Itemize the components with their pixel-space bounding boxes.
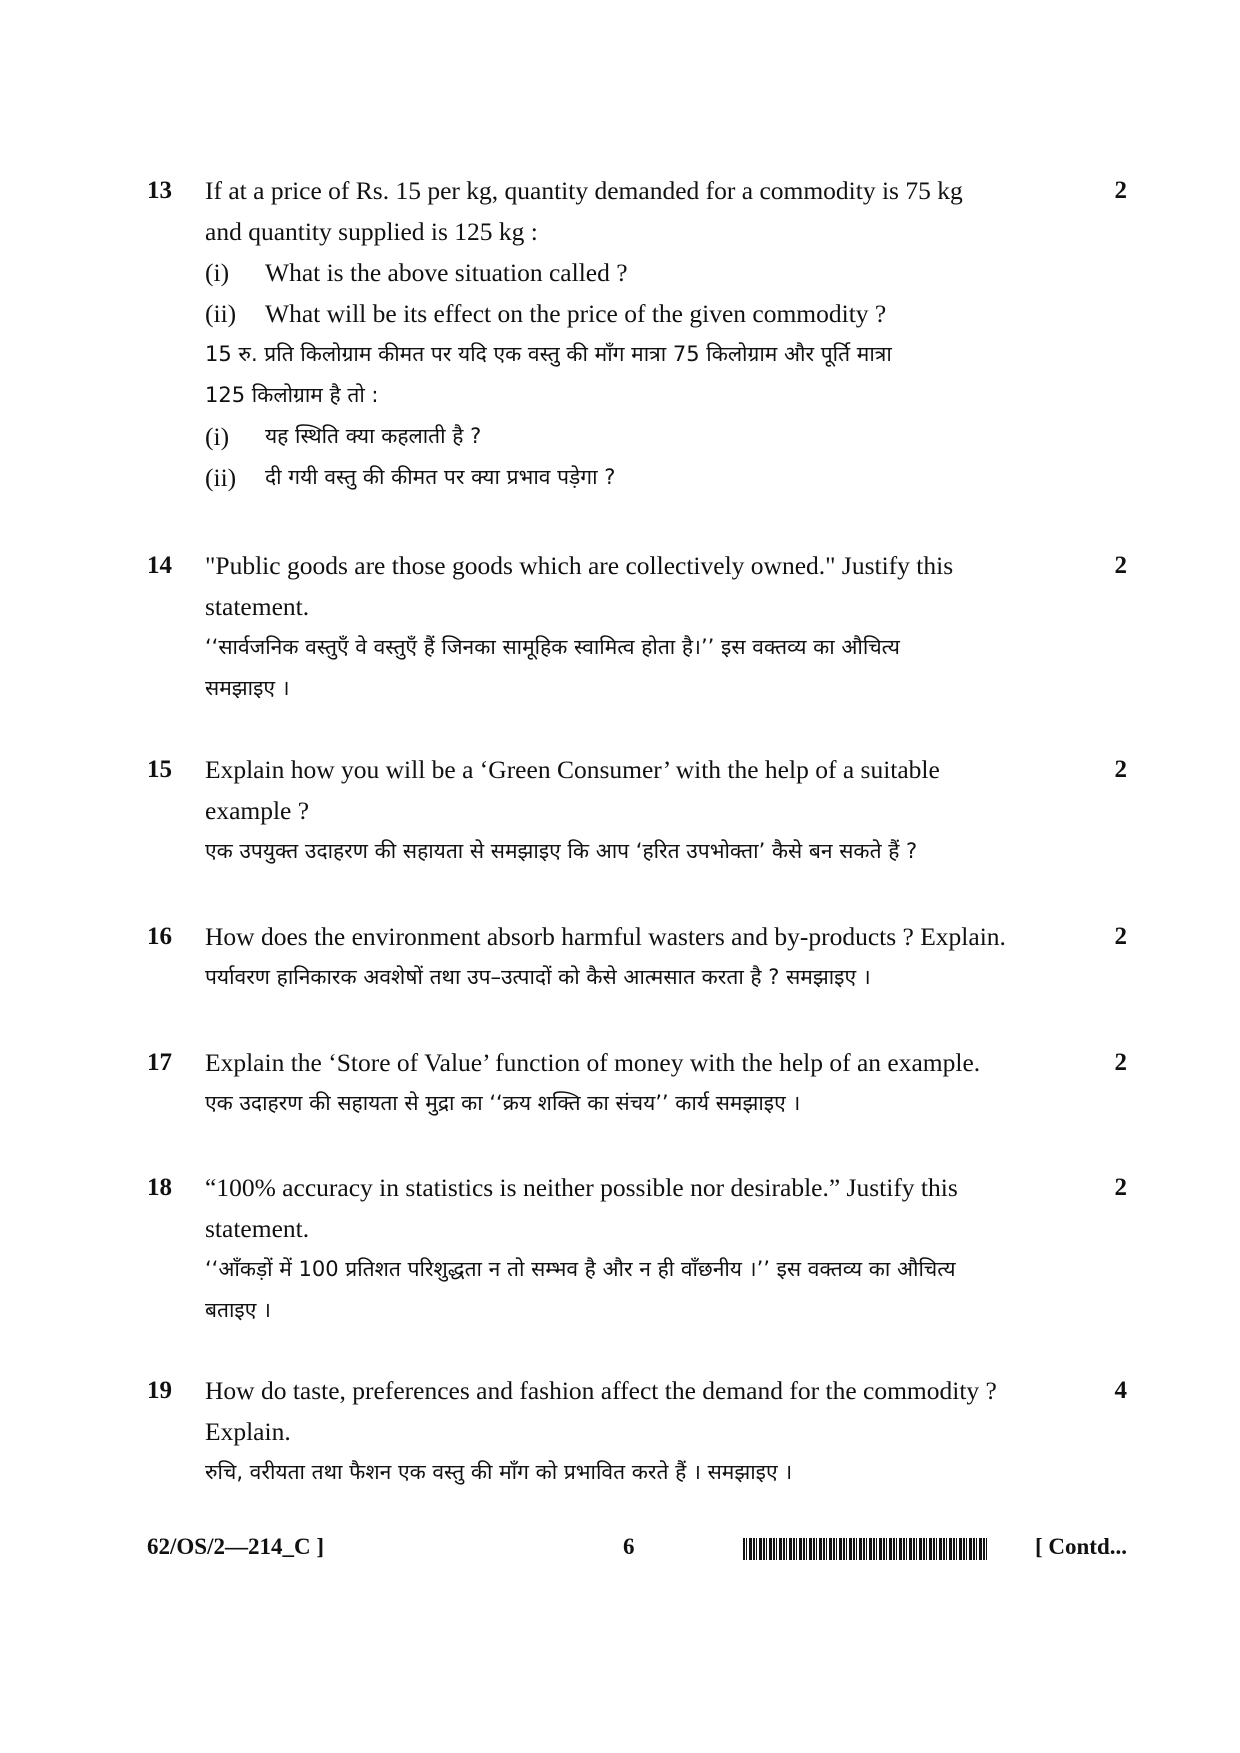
question-number: 17: [147, 1049, 172, 1076]
sub-question-text: What is the above situation called ?: [265, 258, 628, 287]
continued-label: [ Contd...: [1034, 1534, 1127, 1559]
question-marks: 2: [1114, 177, 1127, 204]
question-13: [147, 170, 1127, 498]
question-text-hi: एक उपयुक्त उदाहरण की सहायता से समझाइए कि आप ‘हरित उपभोक्ता’ कैसे बन सकते हैं ?: [205, 839, 918, 863]
question-number: 13: [147, 177, 172, 204]
question-text-en: "Public goods are those goods which are collectively owned." Justify this: [205, 551, 954, 580]
question-text-en: Explain.: [205, 1417, 291, 1446]
question-text-en: and quantity supplied is 125 kg :: [205, 217, 538, 246]
question-text-en: How does the environment absorb harmful wasters and by-products ? Explain.: [205, 922, 1006, 951]
sub-question-hi: [205, 416, 1067, 457]
sub-question-label: (ii): [205, 299, 237, 328]
sub-question-label: (i): [205, 258, 230, 287]
page-footer: [147, 1534, 1127, 1570]
question-14: [147, 545, 1127, 709]
question-text-en: “100% accuracy in statistics is neither possible nor desirable.” Justify this: [205, 1173, 958, 1202]
question-marks: 2: [1114, 552, 1127, 579]
question-number: 18: [147, 1174, 172, 1201]
question-text-en: How do taste, preferences and fashion affect the demand for the commodity ?: [205, 1376, 997, 1405]
question-number: 15: [147, 756, 172, 783]
question-text-en: statement.: [205, 592, 310, 621]
paper-code: 62/OS/2—214_C ]: [147, 1534, 324, 1559]
question-text-hi: 15 रु. प्रति किलोग्राम कीमत पर यदि एक वस्तु की माँग मात्रा 75 किलोग्राम और पूर्ति मात्रा: [205, 342, 892, 366]
question-marks: 2: [1114, 756, 1127, 783]
question-text-hi: पर्यावरण हानिकारक अवशेषों तथा उप–उत्पादों को कैसे आत्मसात करता है ? समझाइए ।: [205, 965, 871, 989]
question-number: 14: [147, 552, 172, 579]
question-number: 16: [147, 923, 172, 950]
sub-question-text: यह स्थिति क्या कहलाती है ?: [265, 424, 482, 448]
question-text-en: If at a price of Rs. 15 per kg, quantity demanded for a commodity is 75 kg: [205, 176, 963, 205]
question-16: [147, 916, 1127, 998]
sub-question-en: [205, 252, 1067, 293]
question-text-hi: ‘‘सार्वजनिक वस्तुएँ वे वस्तुएँ हैं जिनका सामूहिक स्वामित्व होता है।’’ इस वक्तव्य का औचित्य: [205, 635, 900, 659]
sub-question-label: (i): [205, 422, 230, 451]
sub-question-label: (ii): [205, 463, 237, 492]
page-number: 6: [623, 1534, 635, 1559]
question-text-hi: समझाइए ।: [205, 676, 290, 700]
question-text-en: statement.: [205, 1214, 310, 1243]
question-15: [147, 749, 1127, 872]
question-marks: 4: [1114, 1377, 1127, 1404]
question-18: [147, 1167, 1127, 1331]
question-19: [147, 1370, 1127, 1493]
question-text-en: example ?: [205, 796, 310, 825]
question-marks: 2: [1114, 1174, 1127, 1201]
barcode-icon: [743, 1538, 987, 1560]
question-text-en: Explain how you will be a ‘Green Consumer’ with the help of a suitable: [205, 755, 940, 784]
question-text-hi: 125 किलोग्राम है तो :: [205, 383, 379, 407]
question-number: 19: [147, 1377, 172, 1404]
question-text-hi: ‘‘आँकड़ों में 100 प्रतिशत परिशुद्धता न तो सम्भव है और न ही वाँछनीय ।’’ इस वक्तव्य का औचित्य: [205, 1257, 956, 1281]
question-marks: 2: [1114, 1049, 1127, 1076]
sub-question-en: [205, 293, 1067, 334]
sub-question-text: दी गयी वस्तु की कीमत पर क्या प्रभाव पड़ेगा ?: [265, 465, 616, 489]
sub-question-hi: [205, 457, 1067, 498]
question-17: [147, 1042, 1127, 1124]
question-marks: 2: [1114, 923, 1127, 950]
question-text-hi: बताइए ।: [205, 1298, 271, 1322]
question-text-hi: रुचि, वरीयता तथा फैशन एक वस्तु की माँग को प्रभावित करते हैं । समझाइए ।: [205, 1460, 793, 1484]
question-text-en: Explain the ‘Store of Value’ function of money with the help of an example.: [205, 1048, 981, 1077]
sub-question-text: What will be its effect on the price of the given commodity ?: [265, 299, 887, 328]
question-text-hi: एक उदाहरण की सहायता से मुद्रा का ‘‘क्रय शक्ति का संचय’’ कार्य समझाइए ।: [205, 1091, 801, 1115]
